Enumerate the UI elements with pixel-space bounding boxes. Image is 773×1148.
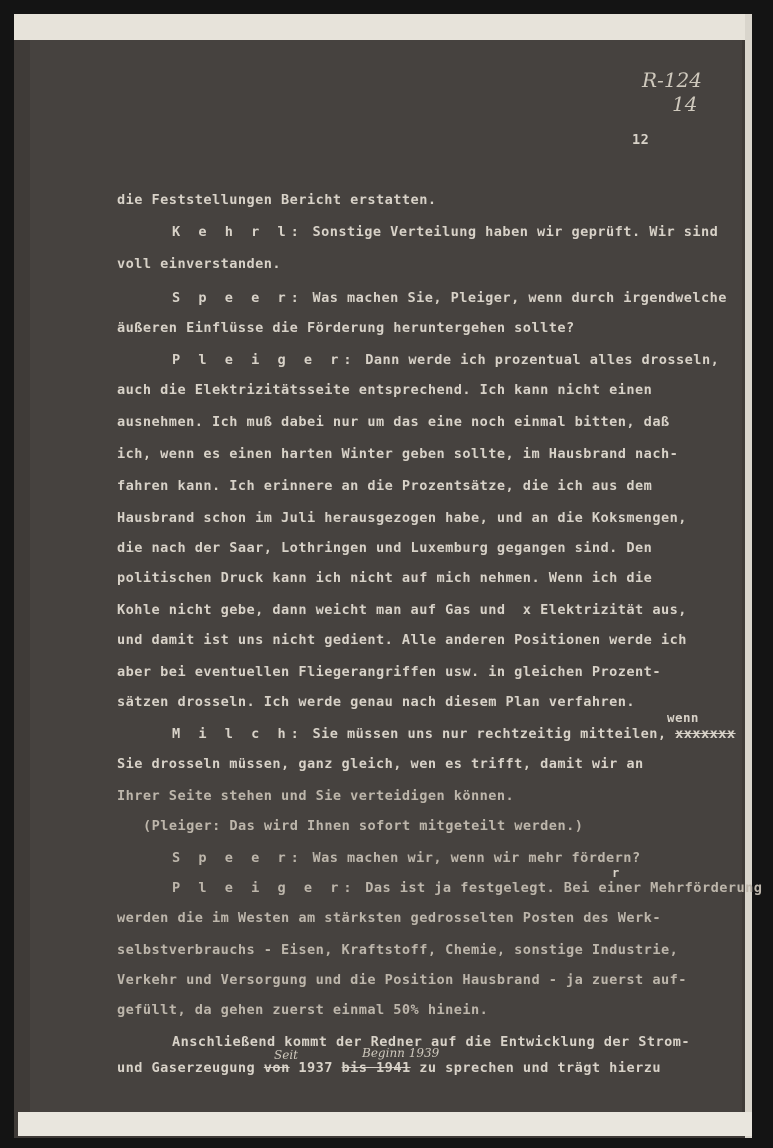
text-line: und Gaserzeugung von 1937 bis 1941 zu sprechen und trägt hierzu — [117, 1060, 661, 1076]
text-line: und damit ist uns nicht gedient. Alle anderen Positionen werde ich — [117, 632, 687, 648]
archive-reference: R-124 — [642, 68, 702, 92]
handwritten-insert: r — [612, 866, 620, 880]
text-line: sätzen drosseln. Ich werde genau nach diesem Plan verfahren. — [117, 694, 636, 710]
document-page — [30, 40, 763, 1112]
text-line: fahren kann. Ich erinnere an die Prozentsätze, die ich aus dem — [117, 478, 653, 494]
text-line: (Pleiger: Das wird Ihnen sofort mitgeteilt werden.) — [143, 818, 584, 834]
text-line: S p e e r: Was machen Sie, Pleiger, wenn durch irgendwelche — [172, 290, 727, 306]
bottom-paper-edge — [18, 1112, 752, 1136]
text-line: Verkehr und Versorgung und die Position Hausbrand - ja zuerst auf- — [117, 972, 687, 988]
speaker-name: P l e i g e r: — [172, 352, 357, 368]
page-number: 12 — [632, 132, 650, 148]
text-line: Ihrer Seite stehen und Sie verteidigen können. — [117, 788, 515, 804]
top-paper-edge — [14, 14, 746, 40]
text-line: S p e e r: Was machen wir, wenn wir mehr fördern? — [172, 850, 641, 866]
handwritten-insert: Seit — [274, 1048, 298, 1062]
right-paper-edge — [745, 14, 752, 1138]
speaker-name: M i l c h: — [172, 726, 304, 742]
text-line: M i l c h: Sie müssen uns nur rechtzeitig mitteilen, xxxxxxx — [172, 726, 736, 742]
text-line: gefüllt, da gehen zuerst einmal 50% hinein. — [117, 1002, 489, 1018]
text-line: politischen Druck kann ich nicht auf mich nehmen. Wenn ich die — [117, 570, 653, 586]
text-line: voll einverstanden. — [117, 256, 282, 272]
struck-text: bis 1941 — [341, 1060, 411, 1076]
text-line: auch die Elektrizitätsseite entsprechend. Ich kann nicht einen — [117, 382, 653, 398]
text-line: selbstverbrauchs - Eisen, Kraftstoff, Chemie, sonstige Industrie, — [117, 942, 679, 958]
text-line: Sie drosseln müssen, ganz gleich, wen es trifft, damit wir an — [117, 756, 644, 772]
text-line: werden die im Westen am stärksten gedrosselten Posten des Werk- — [117, 910, 661, 926]
speaker-name: S p e e r: — [172, 850, 304, 866]
text-line: ausnehmen. Ich muß dabei nur um das eine noch einmal bitten, daß — [117, 414, 670, 430]
handwritten-insert: wenn — [667, 710, 699, 725]
text-line: die nach der Saar, Lothringen und Luxemburg gegangen sind. Den — [117, 540, 653, 556]
struck-text: von — [263, 1060, 290, 1076]
text-line: K e h r l: Sonstige Verteilung haben wir geprüft. Wir sind — [172, 224, 719, 240]
speaker-name: S p e e r: — [172, 290, 304, 306]
speaker-name: K e h r l: — [172, 224, 304, 240]
text-line: Hausbrand schon im Juli herausgezogen habe, und an die Koksmengen, — [117, 510, 687, 526]
speaker-name: P l e i g e r: — [172, 880, 357, 896]
text-line: P l e i g e r: Dann werde ich prozentual alles drosseln, — [172, 352, 720, 368]
text-line: aber bei eventuellen Fliegerangriffen usw. in gleichen Prozent- — [117, 664, 661, 680]
text-line: P l e i g e r: Das ist ja festgelegt. Bei einer Mehrförderung — [172, 880, 763, 896]
struck-text: xxxxxxx — [675, 726, 736, 742]
text-line: äußeren Einflüsse die Förderung heruntergehen sollte? — [117, 320, 575, 336]
text-line: die Feststellungen Bericht erstatten. — [117, 192, 437, 208]
text-line: Anschließend kommt der Redner auf die Entwicklung der Strom- — [172, 1034, 691, 1050]
archive-number: 14 — [672, 92, 698, 116]
handwritten-insert: Beginn 1939 — [362, 1046, 440, 1060]
text-line: ich, wenn es einen harten Winter geben sollte, im Hausbrand nach- — [117, 446, 679, 462]
text-line: Kohle nicht gebe, dann weicht man auf Gas und x Elektrizität aus, — [117, 602, 687, 618]
